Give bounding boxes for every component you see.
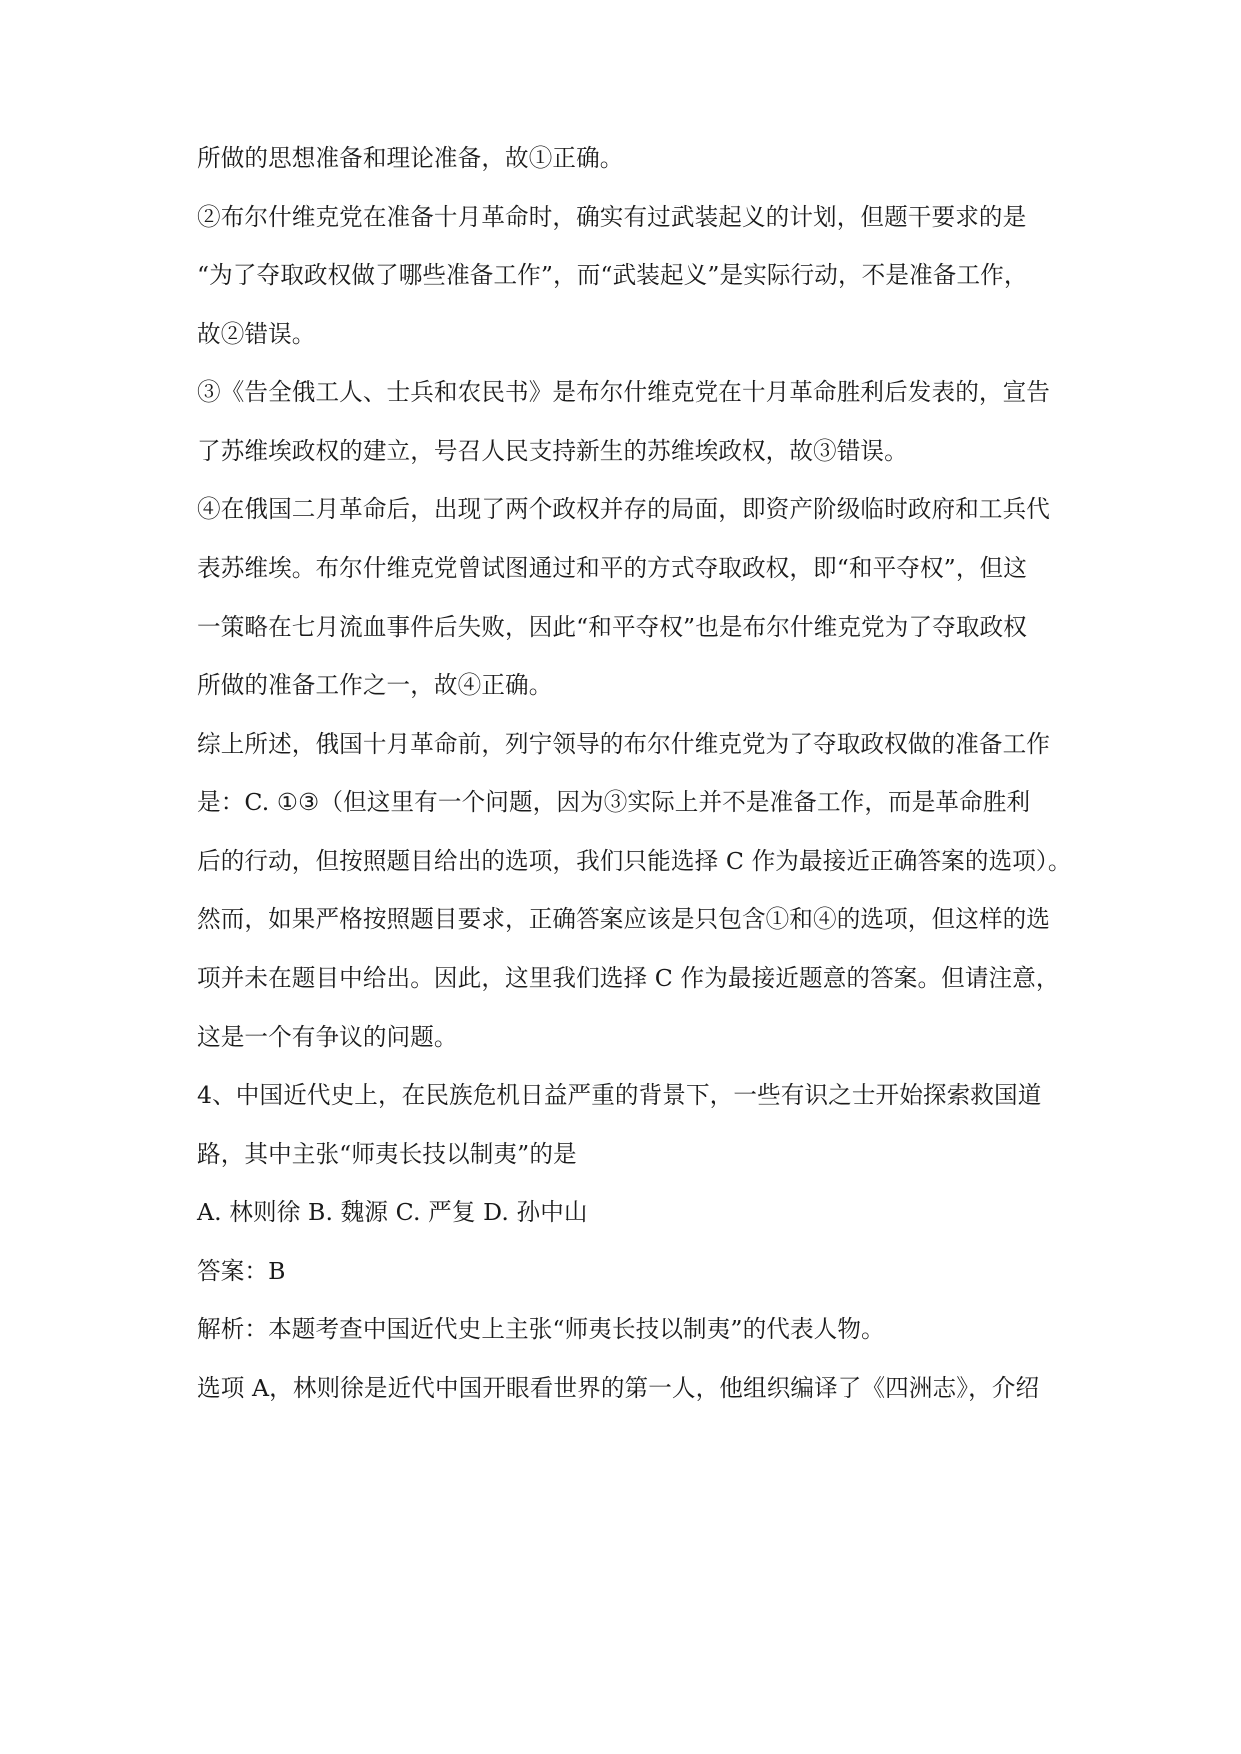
text-line-1: 所做的思想准备和理论准备，故①正确。 — [197, 144, 624, 172]
text-line-10: 所做的准备工作之一，故④正确。 — [197, 671, 553, 699]
text-line-8: 表苏维埃。布尔什维克党曾试图通过和平的方式夺取政权，即“和平夺权”，但这 — [197, 554, 1027, 582]
text-line-3: “为了夺取政权做了哪些准备工作”，而“武装起义”是实际行动，不是准备工作， — [197, 261, 1028, 289]
text-line-7: ④在俄国二月革命后，出现了两个政权并存的局面，即资产阶级临时政府和工兵代 — [197, 495, 1050, 523]
question-4-option-a-analysis: 选项 A，林则徐是近代中国开眼看世界的第一人，他组织编译了《四洲志》，介绍 — [197, 1374, 1040, 1402]
question-4-answer: 答案：B — [197, 1257, 286, 1285]
text-line-5: ③《告全俄工人、士兵和农民书》是布尔什维克党在十月革命胜利后发表的，宣告 — [197, 378, 1050, 406]
text-line-15: 项并未在题目中给出。因此，这里我们选择 C 作为最接近题意的答案。但请注意， — [197, 964, 1060, 992]
text-line-9: 一策略在七月流血事件后失败，因此“和平夺权”也是布尔什维克党为了夺取政权 — [197, 613, 1027, 641]
text-line-6: 了苏维埃政权的建立，号召人民支持新生的苏维埃政权，故③错误。 — [197, 437, 908, 465]
question-4-options: A. 林则徐 B. 魏源 C. 严复 D. 孙中山 — [197, 1198, 588, 1226]
text-line-13: 后的行动，但按照题目给出的选项，我们只能选择 C 作为最接近正确答案的选项）。 — [197, 847, 1072, 875]
question-4-stem-line-1: 4、中国近代史上，在民族危机日益严重的背景下，一些有识之士开始探索救国道 — [197, 1081, 1042, 1109]
text-line-2: ②布尔什维克党在准备十月革命时，确实有过武装起义的计划，但题干要求的是 — [197, 203, 1027, 231]
text-line-11: 综上所述，俄国十月革命前，列宁领导的布尔什维克党为了夺取政权做的准备工作 — [197, 730, 1050, 758]
question-4-stem-line-2: 路，其中主张“师夷长技以制夷”的是 — [197, 1140, 577, 1168]
text-line-12: 是：C. ①③（但这里有一个问题，因为③实际上并不是准备工作，而是革命胜利 — [197, 788, 1031, 816]
question-4-analysis: 解析：本题考查中国近代史上主张“师夷长技以制夷”的代表人物。 — [197, 1315, 885, 1343]
text-line-4: 故②错误。 — [197, 320, 316, 348]
text-line-14: 然而，如果严格按照题目要求，正确答案应该是只包含①和④的选项，但这样的选 — [197, 905, 1050, 933]
text-line-16: 这是一个有争议的问题。 — [197, 1023, 458, 1051]
